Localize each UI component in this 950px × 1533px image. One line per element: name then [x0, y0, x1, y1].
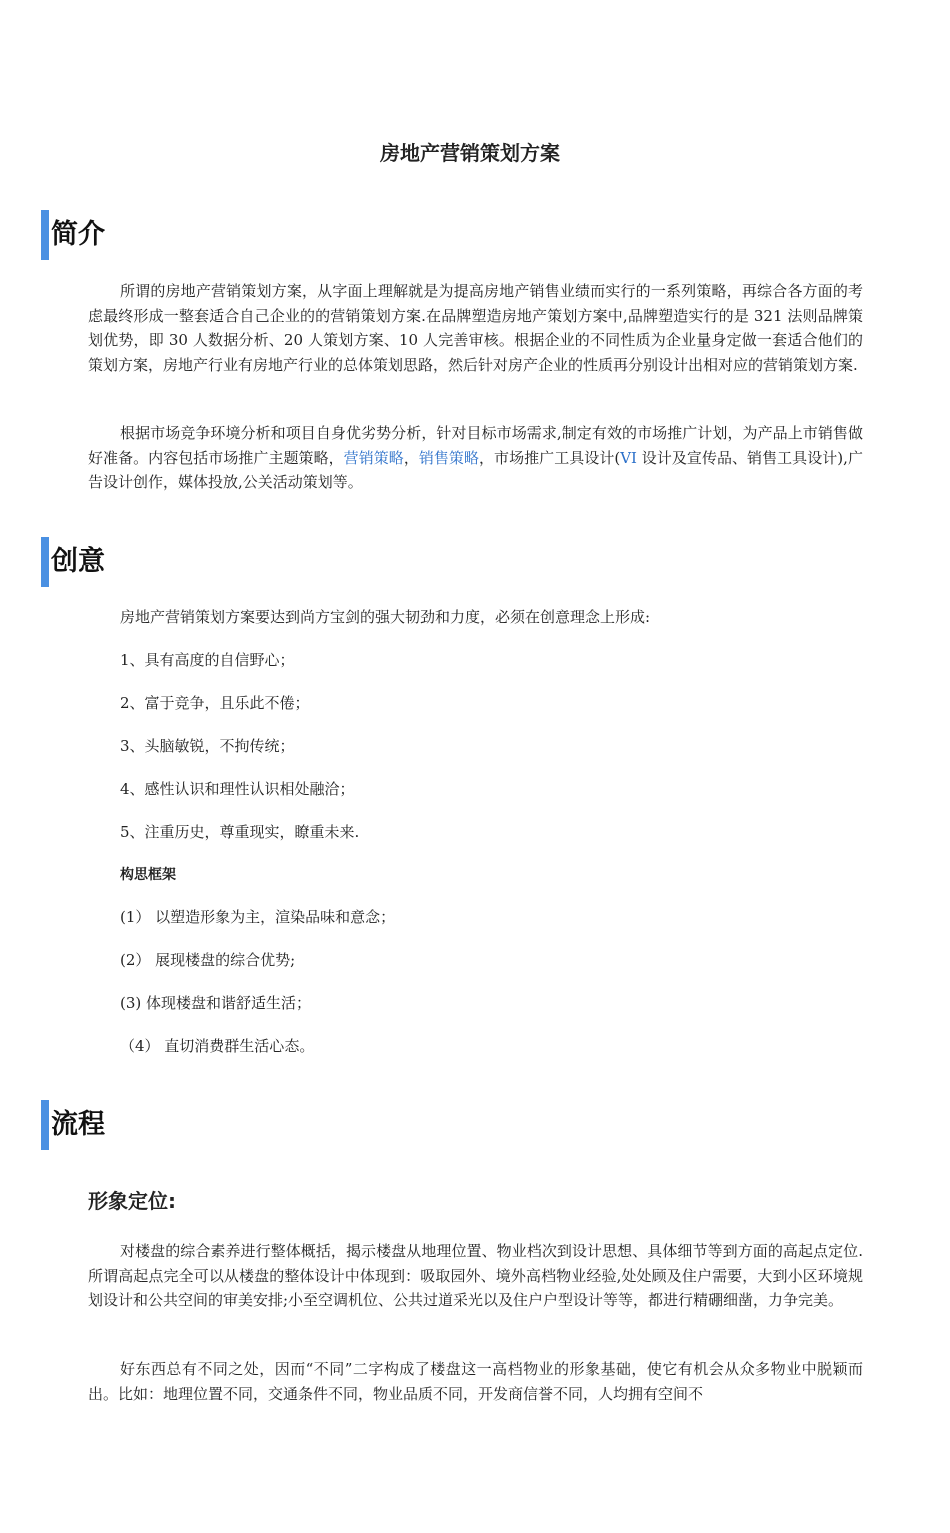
framework-item: (1） 以塑造形象为主，渲染品味和意念；	[120, 908, 396, 926]
intro-paragraph-2	[88, 421, 863, 495]
document-title: 房地产营销策划方案	[380, 141, 560, 165]
framework-item: (2） 展现楼盘的综合优势;	[120, 951, 296, 969]
creative-item: 5、注重历史，尊重现实，瞭重未来.	[120, 823, 360, 841]
intro-paragraph-2-sep: ，	[403, 448, 419, 467]
intro-paragraph-2-text-b: ，市场推广工具设计(	[479, 448, 621, 467]
creative-item: 4、感性认识和理性认识相处融洽；	[120, 780, 355, 798]
process-paragraph-2: 好东西总有不同之处，因而“不同”二字构成了楼盘这一高档物业的形象基础，使它有机会从众多物业中脱颖而出。比如：地理位置不同，交通条件不同，物业品质不同，开发商信誉不同，人均拥有空间不	[88, 1360, 863, 1403]
vi-link[interactable]: VI	[620, 448, 637, 467]
intro-paragraph-2-text-c: 设计及宣传品、销售工具设计),广告设计创作，媒体投放,公关活动策划等。	[88, 448, 863, 491]
creative-item: 3、头脑敏锐，不拘传统；	[120, 737, 295, 755]
creative-item: 2、富于竞争，且乐此不倦；	[120, 694, 310, 712]
intro-paragraph-1: 所谓的房地产营销策划方案，从字面上理解就是为提高房地产销售业绩而实行的一系列策略，再综合各方面的考虑最终形成一整套适合自己企业的的营销策划方案.在品牌塑造房地产策划方案中,品牌塑造实行的是 321 法则品牌策划优势，即 30 人数据分析、20 人策划方案、10 人完善审核。根据企业的不同性质为企业量身定做一套适合他们的策划方案，房地产行业有房地产行业的总体策划思路，然后针对房产企业的性质再分别设计出相对应的营销策划方案.	[88, 282, 863, 374]
section-heading-intro: 简介	[41, 210, 105, 260]
intro-paragraph-2-text-a: 根据市场竞争环境分析和项目自身优劣势分析，针对目标市场需求,制定有效的市场推广计划，为产品上市销售做好准备。内容包括市场推广主题策略，	[88, 424, 863, 467]
sales-strategy-link[interactable]: 销售策略	[418, 448, 480, 467]
creative-lead: 房地产营销策划方案要达到尚方宝剑的强大韧劲和力度，必须在创意理念上形成:	[120, 608, 651, 626]
section-heading-creative: 创意	[41, 537, 105, 587]
creative-item: 1、具有高度的自信野心；	[120, 651, 295, 669]
framework-item: (3) 体现楼盘和谐舒适生活；	[120, 994, 312, 1012]
image-positioning-heading: 形象定位:	[88, 1189, 176, 1213]
process-paragraph-1: 对楼盘的综合素养进行整体概括，揭示楼盘从地理位置、物业档次到设计思想、具体细节等到方面的高起点定位.所谓高起点完全可以从楼盘的整体设计中体现到：吸取园外、境外高档物业经验,处处顾及住户需要，大到小区环境规划设计和公共空间的审美安排;小至空调机位、公共过道采光以及住户户型设计等等，都进行精硼细凿，力争完美。	[88, 1242, 863, 1309]
framework-title: 构思框架	[120, 867, 176, 883]
section-heading-process: 流程	[41, 1100, 105, 1150]
marketing-strategy-link[interactable]: 营销策略	[343, 448, 404, 467]
framework-item: （4） 直切消费群生活心态。	[120, 1037, 315, 1055]
